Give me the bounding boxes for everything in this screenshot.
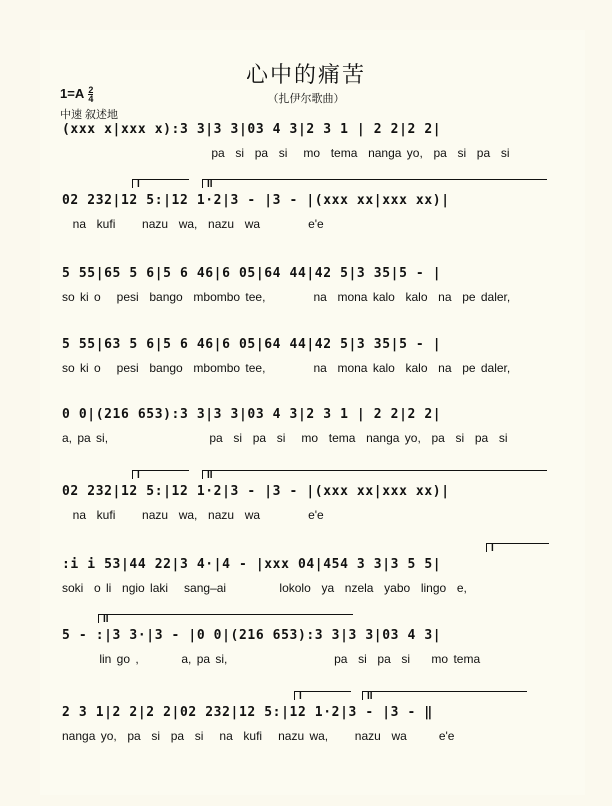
- lyrics-line: a, pa si, pa si pa si mo tema nanga yo, pa si pa si: [62, 431, 508, 445]
- volta-second: II: [362, 691, 527, 700]
- lyrics-line: na kufi nazu wa, nazu wa e'e: [62, 508, 324, 522]
- volta-first: I: [132, 470, 189, 479]
- lyrics-line: so ki o pesi bango mbombo tee, na mona kalo kalo na pe daler,: [62, 361, 511, 375]
- song-subtitle: （扎伊尔歌曲）: [267, 93, 345, 105]
- key-signature: [60, 86, 93, 103]
- notation-line: 0 0|(216 653):3 3|3 3|03 4 3|2 3 1 | 2 2|2 2|: [62, 407, 442, 422]
- meter-bottom: 4: [88, 94, 94, 105]
- lyrics-line: lin go , a, pa si, pa si pa si mo tema: [62, 652, 481, 666]
- notation-line: (xxx x|xxx x):3 3|3 3|03 4 3|2 3 1 | 2 2|2 2|: [62, 122, 442, 137]
- volta-first: I: [486, 543, 549, 552]
- key-label: 1=A: [60, 86, 84, 101]
- volta-second: II: [202, 470, 547, 479]
- notation-line: 02 232|12 5:|12 1·2|3 - |3 - |(xxx xx|xxx xx)|: [62, 484, 450, 499]
- notation-line: 5 55|63 5 6|5 6 46|6 05|64 44|42 5|3 35|5 - |: [62, 337, 442, 352]
- volta-second: II: [98, 614, 353, 623]
- lyrics-line: soki o li ngio laki sang–ai lokolo ya nzela yabo lingo e,: [62, 581, 467, 595]
- meter-top: 2: [88, 85, 94, 96]
- lyrics-line: so ki o pesi bango mbombo tee, na mona kalo kalo na pe daler,: [62, 290, 511, 304]
- volta-first: I: [294, 691, 351, 700]
- time-signature: [88, 86, 93, 103]
- lyrics-line: pa si pa si mo tema nanga yo, pa si pa si: [62, 146, 510, 160]
- song-title: 心中的痛苦: [245, 63, 366, 88]
- notation-line: 2 3 1|2 2|2 2|02 232|12 5:|12 1·2|3 - |3 - ‖: [62, 705, 433, 720]
- lyrics-line: nanga yo, pa si pa si na kufi nazu wa, nazu wa e'e: [62, 729, 455, 743]
- tempo-marking: 中速 叙述地: [60, 109, 119, 121]
- notation-line: 5 55|65 5 6|5 6 46|6 05|64 44|42 5|3 35|5 - |: [62, 266, 442, 281]
- volta-second: II: [202, 179, 547, 188]
- notation-line: :i i 53|44 22|3 4·|4 - |xxx 04|454 3 3|3 5 5|: [62, 557, 442, 572]
- notation-line: 02 232|12 5:|12 1·2|3 - |3 - |(xxx xx|xxx xx)|: [62, 193, 450, 208]
- lyrics-line: na kufi nazu wa, nazu wa e'e: [62, 217, 324, 231]
- notation-line: 5 - :|3 3·|3 - |0 0|(216 653):3 3|3 3|03 4 3|: [62, 628, 442, 643]
- volta-first: I: [132, 179, 189, 188]
